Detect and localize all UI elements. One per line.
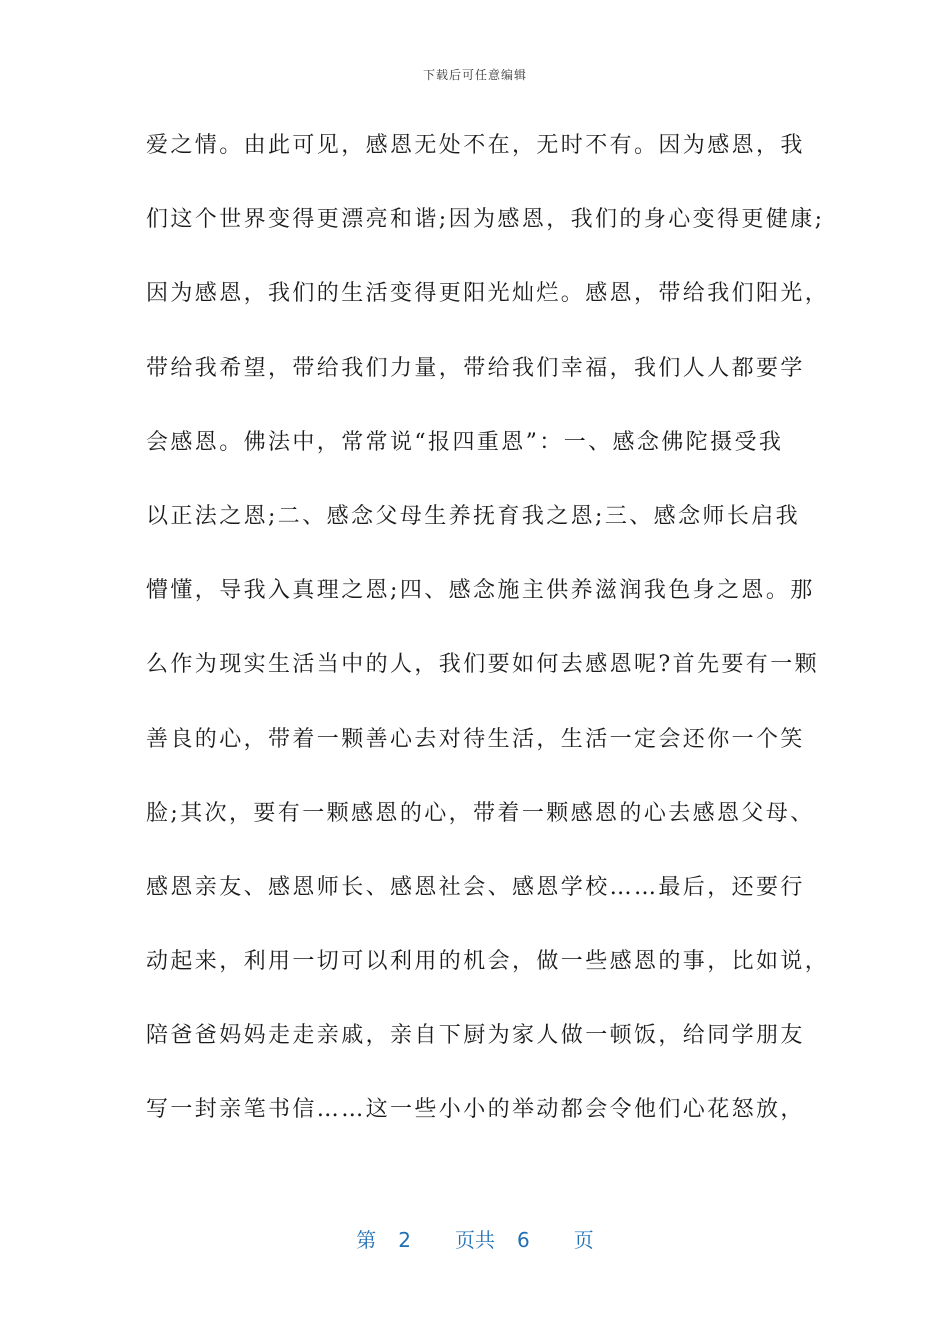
text-line: 带给我希望，带给我们力量，带给我们幸福，我们人人都要学 bbox=[146, 355, 805, 381]
text-line: 因为感恩，我们的生活变得更阳光灿烂。感恩，带给我们阳光， bbox=[146, 281, 830, 307]
text-line: 们这个世界变得更漂亮和谐;因为感恩，我们的身心变得更健康; bbox=[146, 207, 825, 233]
footer-total-pages: 6 bbox=[517, 1228, 530, 1252]
text-line: 懵懂，导我入真理之恩;四、感念施主供养滋润我色身之恩。那 bbox=[146, 578, 815, 604]
text-line: 以正法之恩;二、感念父母生养抚育我之恩;三、感念师长启我 bbox=[146, 503, 801, 529]
page-header: 下载后可任意编辑 bbox=[422, 68, 527, 82]
text-line: 脸;其次，要有一颗感恩的心，带着一颗感恩的心去感恩父母、 bbox=[146, 800, 815, 826]
text-line: 爱之情。由此可见，感恩无处不在，无时不有。因为感恩，我 bbox=[146, 133, 805, 158]
text-line: 动起来，利用一切可以利用的机会，做一些感恩的事，比如说， bbox=[146, 949, 830, 975]
text-line: 陪爸爸妈妈走走亲戚，亲自下厨为家人做一顿饭，给同学朋友 bbox=[146, 1023, 805, 1049]
page-footer bbox=[0, 1224, 950, 1253]
text-line: 写一封亲笔书信……这一些小小的举动都会令他们心花怒放， bbox=[146, 1097, 805, 1123]
text-line: 感恩亲友、感恩师长、感恩社会、感恩学校……最后，还要行 bbox=[146, 874, 805, 900]
footer-middle: 页共 bbox=[455, 1228, 495, 1252]
footer-page-number: 2 bbox=[398, 1228, 411, 1252]
footer-prefix: 第 bbox=[356, 1228, 377, 1252]
text-line: 么作为现实生活当中的人，我们要如何去感恩呢?首先要有一颗 bbox=[146, 652, 819, 678]
text-line: 善良的心，带着一颗善心去对待生活，生活一定会还你一个笑 bbox=[146, 726, 805, 752]
document-body bbox=[146, 124, 830, 1163]
footer-suffix: 页 bbox=[573, 1228, 594, 1252]
text-line: 会感恩。佛法中，常常说“报四重恩”：一、感念佛陀摄受我 bbox=[146, 429, 784, 455]
